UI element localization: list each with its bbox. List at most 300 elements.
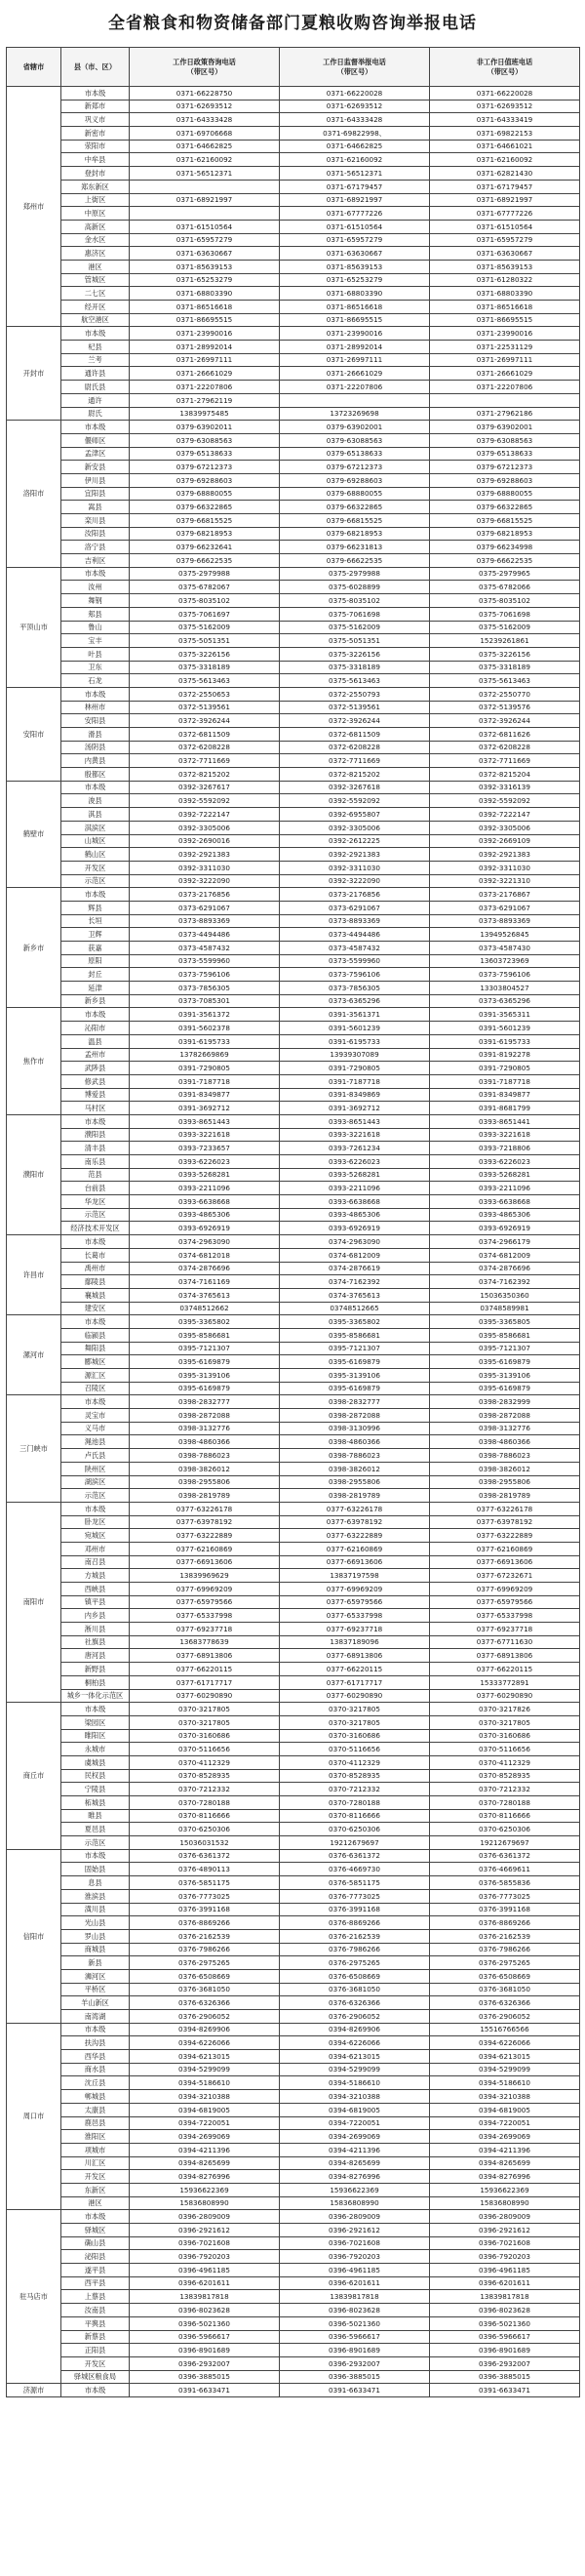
county-cell: 鲁山 <box>61 621 130 634</box>
consult-phone-cell: 0398-7886023 <box>130 1449 280 1463</box>
report-phone-cell: 0372-3926244 <box>280 714 430 728</box>
duty-phone-cell: 0376-5855836 <box>430 1876 580 1890</box>
table-row <box>7 2050 580 2064</box>
table-row <box>7 1342 580 1355</box>
consult-phone-cell: 0373-8893369 <box>130 914 280 928</box>
report-phone-cell: 0377-63222889 <box>280 1529 430 1543</box>
table-row <box>7 687 580 701</box>
report-phone-cell: 0377-69969209 <box>280 1583 430 1596</box>
duty-phone-cell: 0377-65979566 <box>430 1595 580 1609</box>
table-row <box>7 874 580 888</box>
header-consult-phone-title: 工作日政策咨询电话 <box>173 57 236 66</box>
consult-phone-cell: 0371-63630667 <box>130 247 280 261</box>
table-row <box>7 754 580 768</box>
county-cell: 南乐县 <box>61 1155 130 1169</box>
consult-phone-cell: 0373-6291067 <box>130 901 280 914</box>
city-cell: 鹤壁市 <box>7 781 61 888</box>
table-row <box>7 1542 580 1555</box>
duty-phone-cell: 0372-8215204 <box>430 768 580 782</box>
report-phone-cell: 0395-3139106 <box>280 1369 430 1383</box>
table-row <box>7 647 580 661</box>
table-row <box>7 607 580 621</box>
report-phone-cell: 0373-7856305 <box>280 982 430 995</box>
duty-phone-cell: 0370-3217826 <box>430 1703 580 1716</box>
consult-phone-cell: 0376-2162539 <box>130 1929 280 1943</box>
duty-phone-cell: 0379-65138633 <box>430 447 580 461</box>
county-cell: 孟州市 <box>61 1048 130 1062</box>
report-phone-cell: 0371-65957279 <box>280 233 430 247</box>
table-row <box>7 1048 580 1062</box>
report-phone-cell: 0392-3267618 <box>280 781 430 794</box>
duty-phone-cell: 0391-6195733 <box>430 1034 580 1048</box>
table-row <box>7 353 580 367</box>
consult-phone-cell: 0398-4860366 <box>130 1435 280 1449</box>
table-row <box>7 2344 580 2357</box>
consult-phone-cell: 0377-66913606 <box>130 1555 280 1569</box>
consult-phone-cell: 0370-3217805 <box>130 1715 280 1729</box>
consult-phone-cell: 0376-3681050 <box>130 1983 280 1996</box>
duty-phone-cell: 0373-6365296 <box>430 994 580 1008</box>
consult-phone-cell: 0371-68921997 <box>130 193 280 207</box>
county-cell: 孟津区 <box>61 447 130 461</box>
table-row <box>7 982 580 995</box>
county-cell: 宝丰 <box>61 634 130 648</box>
table-row <box>7 1876 580 1890</box>
table-row <box>7 1142 580 1155</box>
county-cell: 平舆县 <box>61 2316 130 2330</box>
county-cell: 沈丘县 <box>61 2076 130 2090</box>
consult-phone-cell: 0371-26661029 <box>130 367 280 381</box>
header-report-phone-title: 工作日监督举报电话 <box>323 57 386 66</box>
duty-phone-cell: 0396-8023628 <box>430 2304 580 2317</box>
table-row <box>7 1555 580 1569</box>
report-phone-cell: 0371-65253279 <box>280 273 430 287</box>
duty-phone-cell: 0396-2809009 <box>430 2210 580 2224</box>
county-cell: 禹州市 <box>61 1262 130 1275</box>
report-phone-cell: 0371-86695515 <box>280 313 430 327</box>
table-row <box>7 1609 580 1623</box>
consult-phone-cell: 0376-3991168 <box>130 1903 280 1916</box>
report-phone-cell: 0391-3692712 <box>280 1102 430 1115</box>
table-row <box>7 1863 580 1876</box>
county-cell: 市本级 <box>61 2384 130 2397</box>
county-cell: 内乡县 <box>61 1609 130 1623</box>
consult-phone-cell: 0377-65337998 <box>130 1609 280 1623</box>
report-phone-cell: 0394-6226066 <box>280 2036 430 2050</box>
table-row <box>7 1395 580 1409</box>
county-cell: 巩义市 <box>61 113 130 127</box>
county-cell: 武陟县 <box>61 1062 130 1075</box>
consult-phone-cell: 0375-2979988 <box>130 567 280 581</box>
city-cell: 济源市 <box>7 2384 61 2397</box>
duty-phone-cell: 0391-5601239 <box>430 1022 580 1035</box>
county-cell: 港区 <box>61 260 130 273</box>
duty-phone-cell: 0371-64661021 <box>430 140 580 153</box>
county-cell: 唐河县 <box>61 1649 130 1663</box>
county-cell: 睢阳区 <box>61 1729 130 1743</box>
consult-phone-cell: 0370-4112329 <box>130 1755 280 1769</box>
report-phone-cell: 0371-56512371 <box>280 167 430 181</box>
county-cell: 浉河区 <box>61 1969 130 1983</box>
consult-phone-cell: 0371-56512371 <box>130 167 280 181</box>
consult-phone-cell: 13839969629 <box>130 1569 280 1583</box>
duty-phone-cell: 0376-2975265 <box>430 1956 580 1970</box>
table-row <box>7 1583 580 1596</box>
consult-phone-cell: 0391-6195733 <box>130 1034 280 1048</box>
report-phone-cell: 0376-7773025 <box>280 1889 430 1903</box>
header-row <box>7 48 580 87</box>
report-phone-cell: 0377-63978192 <box>280 1515 430 1529</box>
county-cell: 中原区 <box>61 207 130 221</box>
report-phone-cell: 0393-2211096 <box>280 1182 430 1195</box>
report-phone-cell: 0396-5021360 <box>280 2316 430 2330</box>
report-phone-cell: 0377-61717717 <box>280 1675 430 1689</box>
table-row <box>7 180 580 193</box>
consult-phone-cell: 13782669869 <box>130 1048 280 1062</box>
table-row <box>7 928 580 942</box>
report-phone-cell: 0374-6812009 <box>280 1248 430 1262</box>
duty-phone-cell: 0375-5613463 <box>430 674 580 688</box>
county-cell: 郑东新区 <box>61 180 130 193</box>
county-cell: 山城区 <box>61 834 130 848</box>
duty-phone-cell: 0376-7773025 <box>430 1889 580 1903</box>
report-phone-cell: 0370-3217805 <box>280 1703 430 1716</box>
county-cell: 金水区 <box>61 233 130 247</box>
report-phone-cell: 0376-6508669 <box>280 1969 430 1983</box>
county-cell: 民权县 <box>61 1769 130 1783</box>
table-row <box>7 2330 580 2344</box>
duty-phone-cell: 0392-3311030 <box>430 861 580 874</box>
county-cell: 安阳县 <box>61 714 130 728</box>
report-phone-cell: 0392-2921383 <box>280 848 430 862</box>
report-phone-cell: 13839817818 <box>280 2290 430 2304</box>
duty-phone-cell: 0372-2550770 <box>430 687 580 701</box>
city-cell: 三门峡市 <box>7 1395 61 1503</box>
duty-phone-cell: 0371-67777226 <box>430 207 580 221</box>
duty-phone-cell: 0398-2819789 <box>430 1489 580 1503</box>
county-cell: 太康县 <box>61 2103 130 2116</box>
report-phone-cell: 0394-6819005 <box>280 2103 430 2116</box>
consult-phone-cell: 0391-7290805 <box>130 1062 280 1075</box>
report-phone-cell: 0374-2963090 <box>280 1235 430 1249</box>
consult-phone-cell: 0370-3217805 <box>130 1703 280 1716</box>
duty-phone-cell: 0370-7212332 <box>430 1783 580 1796</box>
consult-phone-cell: 0391-5602378 <box>130 1022 280 1035</box>
duty-phone-cell: 0377-67711630 <box>430 1635 580 1649</box>
table-row <box>7 1168 580 1182</box>
table-row <box>7 1182 580 1195</box>
report-phone-cell: 0394-6213015 <box>280 2050 430 2064</box>
report-phone-cell: 0398-2819789 <box>280 1489 430 1503</box>
table-row <box>7 1635 580 1649</box>
report-phone-cell: 0395-3365802 <box>280 1315 430 1329</box>
consult-phone-cell: 0376-2906052 <box>130 2010 280 2024</box>
county-cell: 洛宁县 <box>61 541 130 554</box>
report-phone-cell: 0374-7162392 <box>280 1275 430 1289</box>
consult-phone-cell: 0394-4211396 <box>130 2143 280 2156</box>
duty-phone-cell: 0379-63902001 <box>430 421 580 434</box>
hotline-table <box>6 47 580 2397</box>
duty-phone-cell: 0393-7218806 <box>430 1142 580 1155</box>
report-phone-cell: 0393-6638668 <box>280 1195 430 1209</box>
table-row <box>7 994 580 1008</box>
duty-phone-cell: 0398-4860366 <box>430 1435 580 1449</box>
duty-phone-cell: 0396-7920203 <box>430 2250 580 2264</box>
report-phone-cell: 0375-5613463 <box>280 674 430 688</box>
report-phone-cell: 0396-3885015 <box>280 2370 430 2384</box>
header-report-phone <box>280 48 430 87</box>
duty-phone-cell: 0373-6291067 <box>430 901 580 914</box>
county-cell: 管城区 <box>61 273 130 287</box>
consult-phone-cell: 0393-2211096 <box>130 1182 280 1195</box>
consult-phone-cell: 0373-5599960 <box>130 954 280 968</box>
table-row <box>7 1195 580 1209</box>
report-phone-cell: 0394-8265699 <box>280 2156 430 2170</box>
table-row <box>7 661 580 674</box>
consult-phone-cell: 0373-7596106 <box>130 968 280 982</box>
table-row <box>7 287 580 301</box>
table-row <box>7 87 580 101</box>
county-cell: 原阳 <box>61 954 130 968</box>
consult-phone-cell: 15036031532 <box>130 1836 280 1850</box>
city-cell: 周口市 <box>7 2023 61 2210</box>
table-row <box>7 113 580 127</box>
table-row <box>7 1903 580 1916</box>
county-cell: 东新区 <box>61 2183 130 2196</box>
report-phone-cell: 0393-6226023 <box>280 1155 430 1169</box>
city-cell: 开封市 <box>7 327 61 421</box>
table-row <box>7 367 580 381</box>
consult-phone-cell: 0396-4961185 <box>130 2264 280 2277</box>
table-row <box>7 1208 580 1222</box>
duty-phone-cell: 0377-63978192 <box>430 1515 580 1529</box>
county-cell: 通许 <box>61 393 130 407</box>
consult-phone-cell: 0370-8528935 <box>130 1769 280 1783</box>
table-row <box>7 433 580 447</box>
city-cell: 许昌市 <box>7 1235 61 1315</box>
county-cell: 建安区 <box>61 1302 130 1315</box>
header-duty-phone-title: 非工作日值班电话 <box>476 57 533 66</box>
table-row <box>7 2304 580 2317</box>
county-cell: 嵩县 <box>61 501 130 514</box>
table-row <box>7 1449 580 1463</box>
county-cell: 上蔡县 <box>61 2290 130 2304</box>
report-phone-cell: 0395-7121307 <box>280 1342 430 1355</box>
table-row <box>7 2224 580 2237</box>
table-row <box>7 100 580 113</box>
consult-phone-cell: 0379-66232641 <box>130 541 280 554</box>
report-phone-cell: 0379-63088563 <box>280 433 430 447</box>
county-cell: 吉利区 <box>61 554 130 568</box>
consult-phone-cell: 0371-64333428 <box>130 113 280 127</box>
duty-phone-cell: 0376-2162539 <box>430 1929 580 1943</box>
county-cell: 中牟县 <box>61 153 130 167</box>
duty-phone-cell: 0370-5116656 <box>430 1743 580 1756</box>
duty-phone-cell: 0374-6812009 <box>430 1248 580 1262</box>
consult-phone-cell: 0371-28992014 <box>130 341 280 354</box>
table-row <box>7 473 580 487</box>
county-cell: 沁阳市 <box>61 1022 130 1035</box>
duty-phone-cell: 0377-68913806 <box>430 1649 580 1663</box>
report-phone-cell: 0371-64662825 <box>280 140 430 153</box>
report-phone-cell: 0379-65138633 <box>280 447 430 461</box>
consult-phone-cell: 0392-3222090 <box>130 874 280 888</box>
duty-phone-cell: 0393-2211096 <box>430 1182 580 1195</box>
duty-phone-cell: 0370-4112329 <box>430 1755 580 1769</box>
report-phone-cell: 0373-4494486 <box>280 928 430 942</box>
report-phone-cell: 0375-2979988 <box>280 567 430 581</box>
consult-phone-cell: 0393-4865306 <box>130 1208 280 1222</box>
table-row <box>7 233 580 247</box>
duty-phone-cell: 0395-6169879 <box>430 1355 580 1369</box>
table-row <box>7 207 580 221</box>
report-phone-cell: 13837197598 <box>280 1569 430 1583</box>
report-phone-cell: 0377-65979566 <box>280 1595 430 1609</box>
city-cell: 安阳市 <box>7 687 61 781</box>
report-phone-cell: 0371-66220028 <box>280 87 430 101</box>
county-cell: 叶县 <box>61 647 130 661</box>
table-row <box>7 220 580 233</box>
table-row <box>7 634 580 648</box>
table-row <box>7 1422 580 1435</box>
county-cell: 襄城县 <box>61 1288 130 1302</box>
duty-phone-cell: 0391-8349877 <box>430 1088 580 1102</box>
consult-phone-cell: 0392-3267617 <box>130 781 280 794</box>
county-cell: 尉氏县 <box>61 381 130 394</box>
county-cell: 尉氏 <box>61 407 130 421</box>
consult-phone-cell: 0377-66220115 <box>130 1663 280 1676</box>
county-cell: 柘城县 <box>61 1796 130 1810</box>
table-row <box>7 2010 580 2024</box>
report-phone-cell: 0375-7061698 <box>280 607 430 621</box>
duty-phone-cell: 0371-69822153 <box>430 127 580 141</box>
table-row <box>7 567 580 581</box>
table-body <box>7 87 580 2397</box>
duty-phone-cell: 0398-7886023 <box>430 1449 580 1463</box>
table-row <box>7 514 580 528</box>
county-cell: 南召县 <box>61 1555 130 1569</box>
report-phone-cell: 0371-26661029 <box>280 367 430 381</box>
duty-phone-cell: 0376-4669611 <box>430 1863 580 1876</box>
duty-phone-cell: 0371-67179457 <box>430 180 580 193</box>
table-row <box>7 2156 580 2170</box>
table-row <box>7 1515 580 1529</box>
county-cell: 航空港区 <box>61 313 130 327</box>
consult-phone-cell: 0375-5162009 <box>130 621 280 634</box>
county-cell: 示范区 <box>61 1489 130 1503</box>
consult-phone-cell: 0392-2921383 <box>130 848 280 862</box>
duty-phone-cell: 15936622369 <box>430 2183 580 2196</box>
city-cell: 濮阳市 <box>7 1114 61 1234</box>
county-cell: 桐柏县 <box>61 1675 130 1689</box>
consult-phone-cell: 0396-7920203 <box>130 2250 280 2264</box>
county-cell: 开发区 <box>61 861 130 874</box>
consult-phone-cell: 0376-8869266 <box>130 1916 280 1930</box>
table-row <box>7 421 580 434</box>
table-row <box>7 140 580 153</box>
duty-phone-cell: 0371-22207806 <box>430 381 580 394</box>
table-row <box>7 393 580 407</box>
consult-phone-cell: 0393-5268281 <box>130 1168 280 1182</box>
report-phone-cell: 0370-3217805 <box>280 1715 430 1729</box>
header-consult-phone <box>130 48 280 87</box>
city-cell: 洛阳市 <box>7 421 61 568</box>
duty-phone-cell: 0391-7187718 <box>430 1074 580 1088</box>
table-row <box>7 1689 580 1703</box>
county-cell: 罗山县 <box>61 1929 130 1943</box>
duty-phone-cell: 15333772891 <box>430 1675 580 1689</box>
consult-phone-cell: 0394-5299099 <box>130 2063 280 2076</box>
consult-phone-cell: 03748512662 <box>130 1302 280 1315</box>
consult-phone-cell: 0394-8276996 <box>130 2170 280 2184</box>
table-row <box>7 901 580 914</box>
table-row <box>7 381 580 394</box>
duty-phone-cell: 0375-2979965 <box>430 567 580 581</box>
duty-phone-cell: 0370-7280188 <box>430 1796 580 1810</box>
consult-phone-cell: 0377-69969209 <box>130 1583 280 1596</box>
county-cell: 市本级 <box>61 1315 130 1329</box>
consult-phone-cell: 0396-2809009 <box>130 2210 280 2224</box>
report-phone-cell: 0371-63630667 <box>280 247 430 261</box>
report-phone-cell: 0394-5186610 <box>280 2076 430 2090</box>
county-cell: 石龙 <box>61 674 130 688</box>
report-phone-cell: 0376-2162539 <box>280 1929 430 1943</box>
report-phone-cell: 0396-2932007 <box>280 2356 430 2370</box>
county-cell: 驿城区 <box>61 2224 130 2237</box>
duty-phone-cell: 0396-2932007 <box>430 2356 580 2370</box>
report-phone-cell: 13723269698 <box>280 407 430 421</box>
county-cell: 郏县 <box>61 607 130 621</box>
county-cell: 市本级 <box>61 781 130 794</box>
consult-phone-cell: 0371-65253279 <box>130 273 280 287</box>
consult-phone-cell: 0376-5851175 <box>130 1876 280 1890</box>
table-row <box>7 167 580 181</box>
report-phone-cell: 0376-5851175 <box>280 1876 430 1890</box>
table-row <box>7 808 580 822</box>
duty-phone-cell: 0373-8893369 <box>430 914 580 928</box>
report-phone-cell: 0375-3318189 <box>280 661 430 674</box>
county-cell: 杞县 <box>61 341 130 354</box>
table-row <box>7 781 580 794</box>
city-cell: 新乡市 <box>7 888 61 1008</box>
duty-phone-cell: 0392-2669109 <box>430 834 580 848</box>
table-row <box>7 1595 580 1609</box>
consult-phone-cell: 0396-5966617 <box>130 2330 280 2344</box>
county-cell: 潢川县 <box>61 1903 130 1916</box>
duty-phone-cell: 0379-66815525 <box>430 514 580 528</box>
table-row <box>7 1235 580 1249</box>
city-cell: 商丘市 <box>7 1703 61 1850</box>
duty-phone-cell: 0371-85639153 <box>430 260 580 273</box>
table-row <box>7 1355 580 1369</box>
county-cell: 南湾湖 <box>61 2010 130 2024</box>
consult-phone-cell: 0372-6811509 <box>130 728 280 742</box>
duty-phone-cell: 0371-64333419 <box>430 113 580 127</box>
report-phone-cell: 0371-22207806 <box>280 381 430 394</box>
county-cell: 项城市 <box>61 2143 130 2156</box>
consult-phone-cell: 0395-6169879 <box>130 1355 280 1369</box>
county-cell: 汤阴县 <box>61 741 130 754</box>
report-phone-cell: 0376-6361372 <box>280 1849 430 1863</box>
report-phone-cell: 0375-5162009 <box>280 621 430 634</box>
county-cell: 卫辉 <box>61 928 130 942</box>
county-cell: 固始县 <box>61 1863 130 1876</box>
consult-phone-cell: 13683778639 <box>130 1635 280 1649</box>
table-row <box>7 1022 580 1035</box>
table-row <box>7 861 580 874</box>
report-phone-cell: 0376-2906052 <box>280 2010 430 2024</box>
consult-phone-cell: 0376-7986266 <box>130 1943 280 1956</box>
